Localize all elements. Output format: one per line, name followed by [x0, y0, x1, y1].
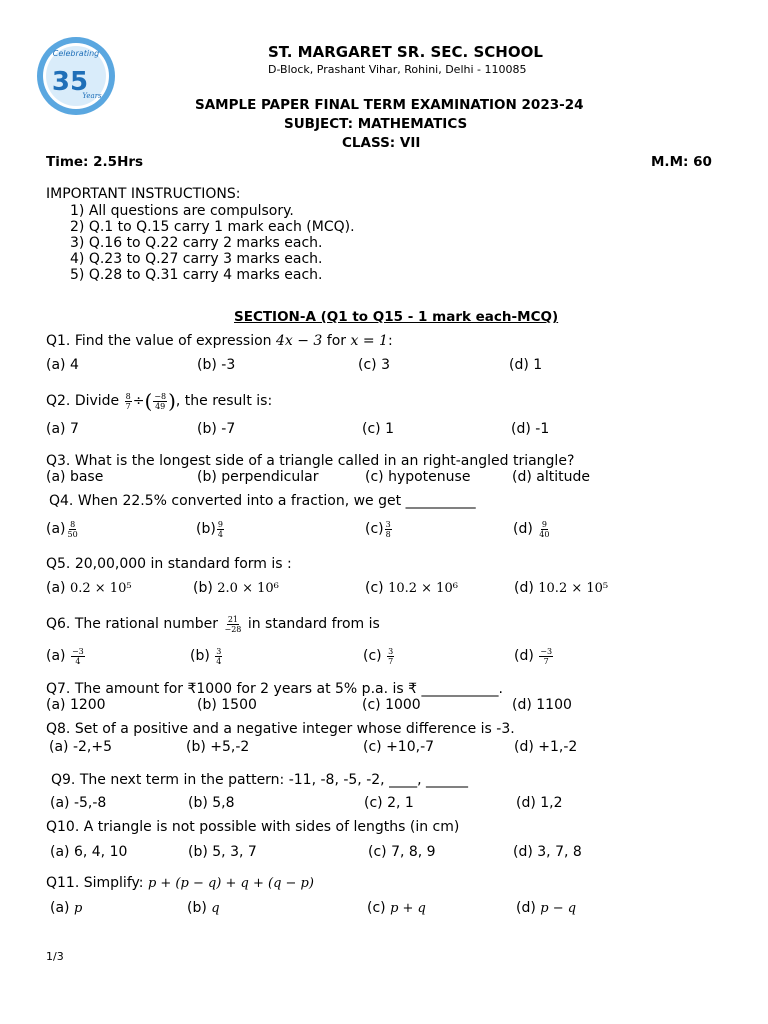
- q6-text-post: in standard from is: [243, 616, 380, 632]
- q1-option-c: (c) 3: [358, 357, 390, 373]
- q5-value-c: 10.2 × 10⁶: [388, 581, 458, 596]
- q1-text-pre: Q1. Find the value of expression: [46, 333, 276, 349]
- instruction-num: 1): [70, 203, 85, 219]
- q5-label-a: (a): [46, 580, 66, 596]
- q6-denominator-c: 7: [388, 656, 394, 666]
- q4-denominator-b: 4: [217, 529, 223, 539]
- q11-value-b: q: [211, 901, 220, 916]
- question-4: Q4. When 22.5% converted into a fraction, we get __________: [49, 493, 476, 509]
- q2-text-post: , the result is:: [175, 393, 273, 409]
- q10-option-c: (c) 7, 8, 9: [368, 844, 436, 860]
- instruction-num: 5): [70, 267, 85, 283]
- logo-years-text: Years: [82, 92, 102, 100]
- q4-option-b: [196, 517, 225, 541]
- instruction-num: 4): [70, 251, 85, 267]
- q9-option-c: (c) 2, 1: [364, 795, 414, 811]
- q2-paren-open: (: [144, 389, 153, 413]
- q6-numerator: 21: [227, 614, 239, 624]
- q2-option-d: (d) -1: [511, 421, 550, 437]
- q1-condition: x = 1: [350, 333, 388, 349]
- question-3: Q3. What is the longest side of a triangle called in an right-angled triangle?: [46, 453, 575, 469]
- q4-option-a: [46, 517, 80, 541]
- instruction-text: Q.16 to Q.22 carry 2 marks each.: [88, 235, 323, 251]
- q6-label-c: (c): [363, 648, 382, 664]
- school-logo: [36, 36, 116, 116]
- q6-fraction-a: [71, 647, 85, 666]
- q1-option-b: (b) -3: [197, 357, 236, 373]
- q6-numerator-d: −3: [540, 646, 553, 656]
- q4-option-c: [365, 517, 393, 541]
- q4-label-b: (b): [196, 521, 216, 537]
- question-2: [46, 389, 272, 413]
- q6-fraction-b: [215, 647, 222, 666]
- q5-option-a: [46, 580, 132, 596]
- instruction-item: [70, 219, 355, 235]
- q2-operator: ÷: [132, 393, 145, 409]
- q6-numerator-b: 3: [216, 646, 222, 656]
- q3-option-c: (c) hypotenuse: [365, 469, 471, 485]
- q11-label-b: (b): [187, 900, 207, 916]
- school-address: D-Block, Prashant Vihar, Rohini, Delhi - 110085: [268, 63, 527, 76]
- q11-label-d: (d): [516, 900, 536, 916]
- q6-fraction: [223, 615, 242, 634]
- instruction-text: All questions are compulsory.: [88, 203, 294, 219]
- q4-fraction-a: [67, 520, 79, 539]
- q11-value-a: p: [73, 901, 83, 916]
- q6-text-pre: Q6. The rational number: [46, 616, 223, 632]
- q9-option-d: (d) 1,2: [516, 795, 563, 811]
- q2-f2-denominator: 49: [155, 401, 166, 411]
- q2-fraction-1: [125, 392, 132, 411]
- q2-option-c: (c) 1: [362, 421, 394, 437]
- q2-option-a: (a) 7: [46, 421, 79, 437]
- q4-numerator-b: 9: [217, 519, 223, 529]
- q11-value-c: p + q: [390, 901, 426, 916]
- q6-numerator-c: 3: [388, 646, 394, 656]
- q5-option-c: [365, 580, 458, 596]
- q5-option-d: [514, 580, 608, 596]
- q4-denominator-d: 40: [539, 529, 550, 539]
- q6-label-a: (a): [46, 648, 66, 664]
- q6-option-d: [514, 644, 554, 668]
- class-label: CLASS: VII: [342, 135, 421, 151]
- q2-text-pre: Q2. Divide: [46, 393, 124, 409]
- q5-label-c: (c): [365, 580, 384, 596]
- q2-paren-close: ): [168, 389, 176, 413]
- q7-option-d: (d) 1100: [512, 697, 572, 713]
- q1-expression: 4x − 3: [276, 333, 323, 349]
- q4-label-d: (d): [513, 521, 533, 537]
- q4-fraction-b: [217, 520, 224, 539]
- q8-option-d: (d) +1,-2: [514, 739, 578, 755]
- q4-label-a: (a): [46, 521, 66, 537]
- q5-value-d: 10.2 × 10⁵: [538, 581, 609, 596]
- q6-option-a: [46, 644, 86, 668]
- q10-option-b: (b) 5, 3, 7: [188, 844, 257, 860]
- q11-option-a: [50, 900, 82, 916]
- q2-fraction-2: [153, 392, 167, 411]
- instruction-item: [70, 251, 322, 267]
- question-10: Q10. A triangle is not possible with sides of lengths (in cm): [46, 819, 460, 835]
- q11-value-d: p − q: [540, 901, 577, 916]
- q9-option-b: (b) 5,8: [188, 795, 235, 811]
- q11-label-c: (c): [367, 900, 386, 916]
- instructions-heading: IMPORTANT INSTRUCTIONS:: [46, 186, 241, 202]
- q1-text-post: :: [387, 333, 393, 349]
- instruction-num: 3): [70, 235, 85, 251]
- subject: SUBJECT: MATHEMATICS: [284, 116, 468, 132]
- question-6: [46, 612, 380, 636]
- q5-value-b: 2.0 × 10⁶: [217, 581, 279, 596]
- q2-option-b: (b) -7: [197, 421, 236, 437]
- q4-denominator-a: 50: [67, 529, 78, 539]
- q4-fraction-d: [538, 520, 550, 539]
- q7-option-c: (c) 1000: [362, 697, 421, 713]
- question-1: [46, 333, 393, 349]
- q2-f2-numerator: −8: [154, 391, 167, 401]
- q6-label-d: (d): [514, 648, 534, 664]
- q4-fraction-c: [385, 520, 392, 539]
- q4-option-d: [513, 517, 551, 541]
- q1-option-a: (a) 4: [46, 357, 79, 373]
- max-marks: M.M: 60: [651, 154, 712, 170]
- q5-label-d: (d): [514, 580, 534, 596]
- instruction-text: Q.23 to Q.27 carry 3 marks each.: [88, 251, 323, 267]
- q2-f1-numerator: 8: [125, 391, 131, 401]
- q1-text-mid: for: [322, 333, 351, 349]
- q11-option-d: [516, 900, 576, 916]
- q3-option-b: (b) perpendicular: [197, 469, 319, 485]
- q6-fraction-d: [539, 647, 553, 666]
- exam-title: SAMPLE PAPER FINAL TERM EXAMINATION 2023-24: [195, 97, 584, 113]
- question-11: [46, 875, 314, 891]
- q6-denominator-a: 4: [75, 656, 81, 666]
- section-a-heading: SECTION-A (Q1 to Q15 - 1 mark each-MCQ): [234, 309, 559, 325]
- q4-denominator-c: 8: [385, 529, 391, 539]
- q8-option-c: (c) +10,-7: [363, 739, 435, 755]
- q4-numerator-d: 9: [541, 519, 547, 529]
- q7-option-b: (b) 1500: [197, 697, 257, 713]
- question-9: Q9. The next term in the pattern: -11, -8, -5, -2, ____, ______: [51, 772, 468, 788]
- q6-option-b: [190, 644, 223, 668]
- q10-option-d: (d) 3, 7, 8: [513, 844, 582, 860]
- q11-option-b: [187, 900, 220, 916]
- instruction-item: [70, 235, 322, 251]
- q9-option-a: (a) -5,-8: [50, 795, 107, 811]
- q11-expression: p + (p − q) + q + (q − p): [147, 876, 314, 891]
- q5-label-b: (b): [193, 580, 213, 596]
- q8-option-a: (a) -2,+5: [49, 739, 112, 755]
- q6-numerator-a: −3: [71, 646, 84, 656]
- q6-option-c: [363, 644, 395, 668]
- question-8: Q8. Set of a positive and a negative integer whose difference is -3.: [46, 721, 515, 737]
- q11-option-c: [367, 900, 426, 916]
- q3-option-a: (a) base: [46, 469, 104, 485]
- instruction-text: Q.28 to Q.31 carry 4 marks each.: [88, 267, 323, 283]
- page-number: 1/3: [46, 950, 64, 963]
- q2-f1-denominator: 7: [125, 401, 131, 411]
- question-7: Q7. The amount for ₹1000 for 2 years at 5% p.a. is ₹ ___________.: [46, 681, 503, 697]
- q11-label-a: (a): [50, 900, 70, 916]
- q6-fraction-c: [387, 647, 394, 666]
- q10-option-a: (a) 6, 4, 10: [50, 844, 128, 860]
- q6-denominator: −28: [224, 624, 242, 634]
- q8-option-b: (b) +5,-2: [186, 739, 250, 755]
- q6-denominator-d: 7: [543, 656, 549, 666]
- q4-numerator-c: 3: [385, 519, 391, 529]
- q5-value-a: 0.2 × 10⁵: [69, 581, 132, 596]
- q6-label-b: (b): [190, 648, 210, 664]
- q7-option-a: (a) 1200: [46, 697, 106, 713]
- instruction-num: 2): [70, 219, 85, 235]
- q4-label-c: (c): [365, 521, 384, 537]
- logo-number: 35: [51, 67, 89, 97]
- instruction-item: [70, 267, 322, 283]
- instruction-item: [70, 203, 294, 219]
- q3-option-d: (d) altitude: [512, 469, 590, 485]
- instruction-text: Q.1 to Q.15 carry 1 mark each (MCQ).: [88, 219, 355, 235]
- q1-option-d: (d) 1: [509, 357, 543, 373]
- q5-option-b: [193, 580, 279, 596]
- q4-numerator-a: 8: [70, 519, 76, 529]
- school-name: ST. MARGARET SR. SEC. SCHOOL: [268, 43, 543, 61]
- q11-text-pre: Q11. Simplify:: [46, 875, 148, 891]
- question-5: Q5. 20,00,000 in standard form is :: [46, 556, 292, 572]
- time-label: Time: 2.5Hrs: [46, 154, 144, 170]
- logo-celebrating-text: Celebrating: [52, 49, 100, 58]
- q6-denominator-b: 4: [216, 656, 222, 666]
